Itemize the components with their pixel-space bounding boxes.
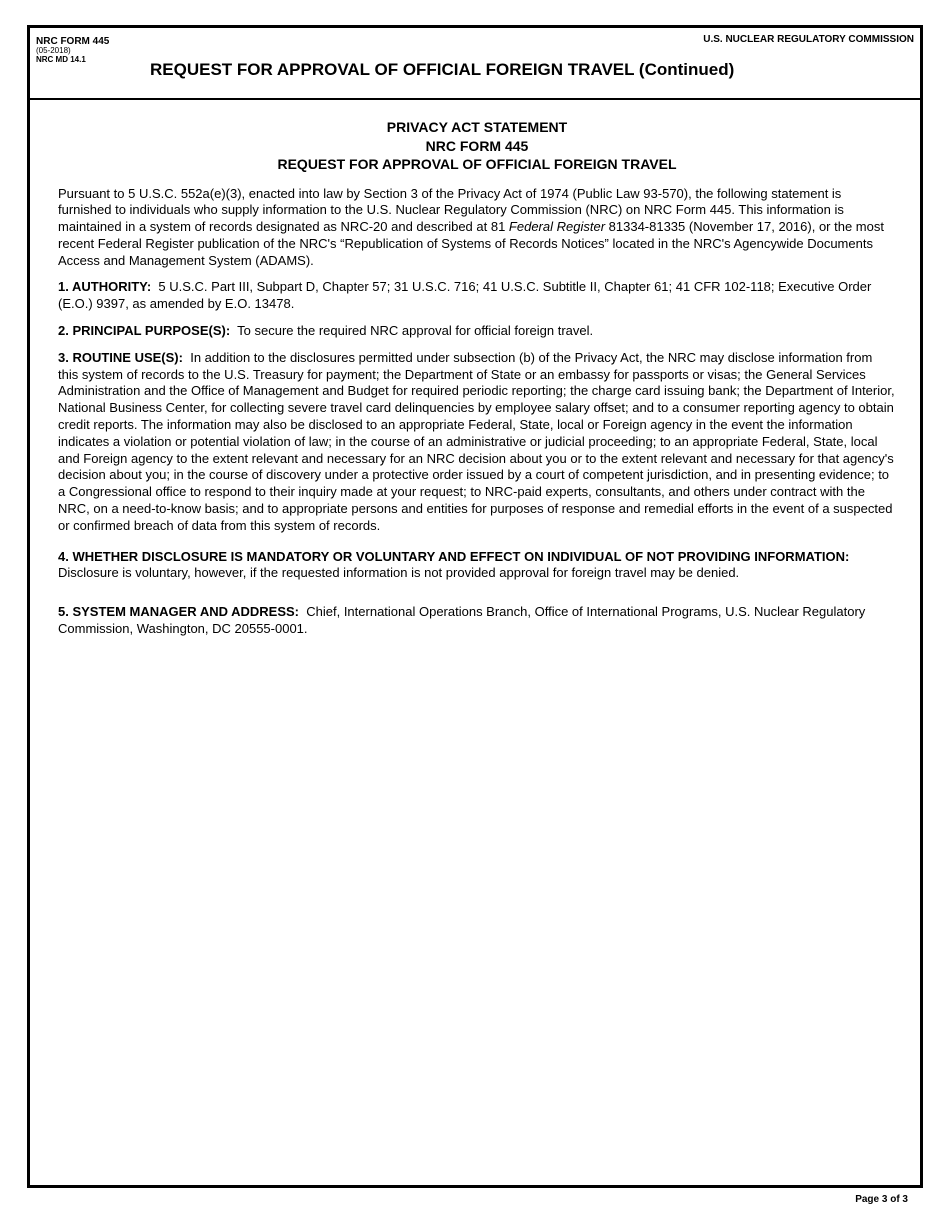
intro-text-part-1: Pursuant to 5 U.S.C. 552a(e)(3), enacted into law by Section 3 of the Privacy Act of 1974 (Public Law 93-570), the following statement is furnished to individuals who supply information to the U.S. Nuclear Regulatory Commission (NRC) on NRC Form 445. This information is maintained in a system of records designated as NRC-20 and described at 81 bbox=[58, 185, 844, 235]
system-manager-text: Chief, International Operations Branch, Office of International Programs, U.S. Nuclear Regulatory Commission, Washington, DC 20555-0001. bbox=[58, 604, 866, 637]
statement-heading-line-3: REQUEST FOR APPROVAL OF OFFICIAL FOREIGN TRAVEL bbox=[277, 156, 677, 172]
form-id-block bbox=[36, 36, 109, 65]
disclosure-paragraph bbox=[58, 549, 896, 583]
disclosure-label: 4. WHETHER DISCLOSURE IS MANDATORY OR VOLUNTARY AND EFFECT ON INDIVIDUAL OF NOT PROVIDING INFORMATION: bbox=[58, 548, 850, 564]
form-header bbox=[30, 28, 920, 100]
system-manager-label: 5. SYSTEM MANAGER AND ADDRESS: bbox=[58, 604, 300, 620]
principal-purpose-label: 2. PRINCIPAL PURPOSE(S): bbox=[58, 323, 231, 339]
authority-text: 5 U.S.C. Part III, Subpart D, Chapter 57; 31 U.S.C. 716; 41 U.S.C. Subtitle II, Chapter 61; 41 CFR 102-118; Executive Order (E.O.) 9397, as amended by E.O. 13478. bbox=[58, 279, 872, 312]
statement-heading-line-2: NRC FORM 445 bbox=[425, 137, 529, 154]
intro-text-italic: Federal Register bbox=[508, 219, 606, 235]
system-manager-paragraph bbox=[58, 604, 896, 638]
statement-heading-line-1: PRIVACY ACT STATEMENT bbox=[386, 119, 568, 135]
routine-use-text: In addition to the disclosures permitted under subsection (b) of the Privacy Act, the NRC may disclose information from this system of records to the U.S. Treasury for payment; the Department of State or an embassy for passports or visas; the General Services Administration and the Office of Management and Budget for required periodic reporting; the charge card issuing bank; the Department of Interior, National Business Center, for collecting severe travel card delinquencies by employee salary offset; and to a consumer reporting agency to obtain credit reports. The information may also be disclosed to an appropriate Federal, State, local or Foreign agency in the event the information indicates a violation or potential violation of law; in the course of an administrative or judicial proceeding; to an appropriate Federal, State, local and Foreign agency to the extent relevant and necessary for an NRC decision about you or to the extent relevant and necessary for that agency's decision about you; in the course of discovery under a protective order issued by a court of competent jurisdiction, and in presenting evidence; to a Congressional office to respond to their inquiry made at your request; to NRC-paid experts, consultants, and others under contract with the NRC, on a need-to-know basis; and to appropriate persons and entities for purposes of response and remedial efforts in the event of a suspected or confirmed breach of data from this system of records. bbox=[58, 349, 895, 533]
authority-label: 1. AUTHORITY: bbox=[58, 279, 152, 295]
principal-purpose-text: To secure the required NRC approval for official foreign travel. bbox=[237, 323, 594, 339]
management-directive: NRC MD 14.1 bbox=[36, 54, 86, 64]
form-number: NRC FORM 445 bbox=[36, 36, 110, 47]
form-revision-date: (05-2018) bbox=[36, 46, 71, 55]
page-number: Page 3 of 3 bbox=[855, 1194, 908, 1205]
intro-text-part-2: 81334-81335 (November 17, 2016), or the most recent Federal Register publication of the NRC's “Republication of Systems of Records Notices” located in the NRC's Agencywide Documents Access and Management System (ADAMS). bbox=[58, 219, 884, 268]
authority-paragraph bbox=[58, 279, 896, 313]
intro-paragraph bbox=[58, 186, 896, 270]
agency-name: U.S. NUCLEAR REGULATORY COMMISSION bbox=[703, 34, 914, 45]
form-title: REQUEST FOR APPROVAL OF OFFICIAL FOREIGN TRAVEL (Continued) bbox=[150, 60, 735, 79]
principal-purpose-paragraph bbox=[58, 323, 896, 340]
routine-use-paragraph bbox=[58, 350, 896, 535]
form-frame bbox=[27, 25, 923, 1188]
statement-heading bbox=[58, 118, 896, 174]
disclosure-text: Disclosure is voluntary, however, if the requested information is not provided approval for foreign travel may be denied. bbox=[58, 565, 740, 581]
privacy-act-statement bbox=[58, 118, 896, 648]
routine-use-label: 3. ROUTINE USE(S): bbox=[58, 349, 183, 365]
